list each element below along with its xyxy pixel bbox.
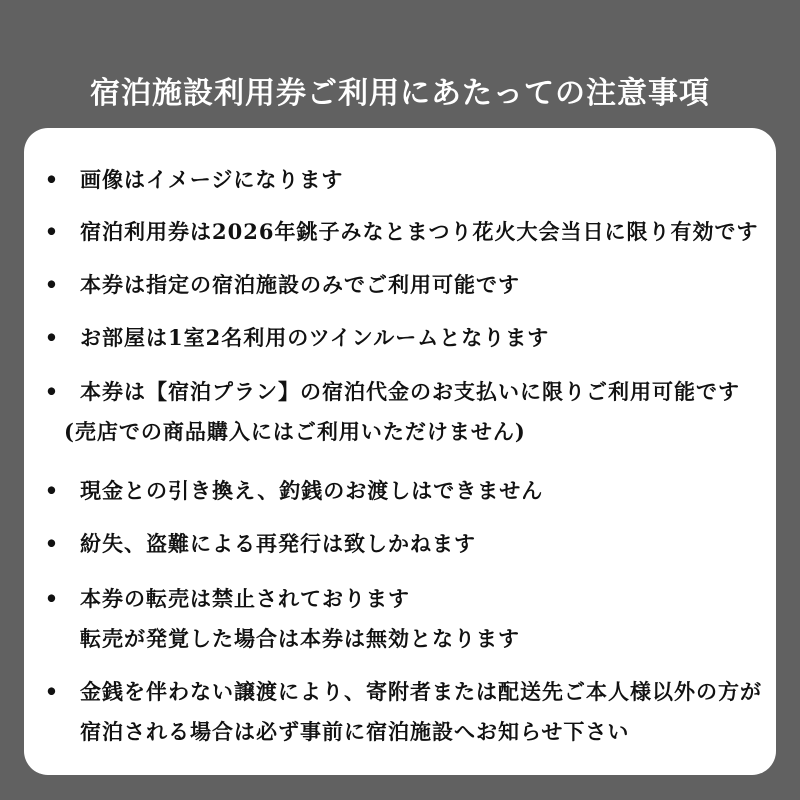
bullet-icon: • xyxy=(44,325,60,350)
notice-text: 現金との引き換え、釣銭のお渡しはできません xyxy=(80,478,544,503)
notice-text: 紛失、盗難による再発行は致しかねます xyxy=(80,531,476,556)
bullet-icon: • xyxy=(44,531,60,556)
notice-card xyxy=(24,128,776,775)
page-title: 宿泊施設利用券ご利用にあたっての注意事項 xyxy=(90,76,710,112)
list-item xyxy=(42,160,762,200)
list-item xyxy=(42,579,762,659)
list-item xyxy=(42,212,762,252)
list-item xyxy=(42,471,762,511)
list-item xyxy=(42,372,762,452)
bullet-icon: • xyxy=(44,679,60,704)
notice-text: 本券は指定の宿泊施設のみでご利用可能です xyxy=(80,272,520,297)
list-item xyxy=(42,672,762,752)
bullet-icon: • xyxy=(44,219,60,244)
bullet-icon: • xyxy=(44,478,60,503)
bullet-icon: • xyxy=(44,272,60,297)
list-item xyxy=(42,265,762,305)
notice-text: 金銭を伴わない譲渡により、寄附者または配送先ご本人様以外の方が xyxy=(80,679,762,704)
bullet-icon: • xyxy=(44,586,60,611)
notice-text: 画像はイメージになります xyxy=(80,167,344,192)
list-item xyxy=(42,318,762,358)
notice-list xyxy=(24,128,776,775)
notice-text: 本券は【宿泊プラン】の宿泊代金のお支払いに限りご利用可能です xyxy=(80,379,740,404)
notice-text-continued: 宿泊される場合は必ず事前に宿泊施設へお知らせ下さい xyxy=(80,719,630,744)
notice-text-continued: 転売が発覚した場合は本券は無効となります xyxy=(80,626,520,651)
notice-text: お部屋は1室2名利用のツインルームとなります xyxy=(80,325,550,350)
notice-text: 宿泊利用券は2026年銚子みなとまつり花火大会当日に限り有効です xyxy=(80,219,759,244)
bullet-icon: • xyxy=(44,167,60,192)
list-item xyxy=(42,524,762,564)
notice-text: 本券の転売は禁止されております xyxy=(80,586,410,611)
notice-text-continued: (売店での商品購入にはご利用いただけません) xyxy=(64,419,526,444)
bullet-icon: • xyxy=(44,379,60,404)
